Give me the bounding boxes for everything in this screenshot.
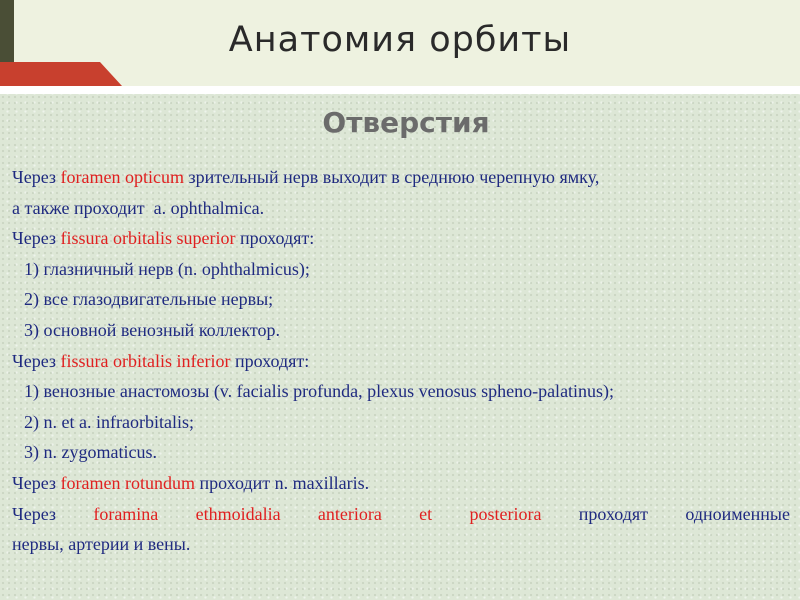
slide-header [0,0,800,86]
latin-term: foramen opticum [60,167,184,187]
latin-term: fissura orbitalis inferior [60,350,231,371]
list-item: 2) n. et a. infraorbitalis; [24,411,194,432]
latin-term: fissura orbitalis superior [60,228,236,249]
text-line: Через foramen opticum зрительный нерв выходит в среднюю черепную ямку, [12,167,600,187]
latin-term: foramina ethmoidalia anteriora et posteriora [93,503,542,524]
body-text [12,162,790,560]
latin-term: foramen rotundum [60,472,195,493]
list-item: 3) n. zygomaticus. [24,442,157,463]
slide-content [0,94,800,600]
list-item: 3) основной венозный коллектор. [24,319,280,340]
text-line: Через foramen rotundum проходит n. maxillaris. [12,472,370,493]
section-subtitle: Отверстия [322,106,490,139]
text-line: Через foramina ethmoidalia anteriora et posteriora проходят одноименные [12,503,790,524]
list-item: 1) глазничный нерв (n. ophthalmicus); [24,258,310,279]
text-line: а также проходит a. ophthalmica. [12,197,265,218]
list-item: 2) все глазодвигательные нервы; [24,289,274,310]
slide-title: Анатомия орбиты [228,20,572,60]
red-accent-tab [0,62,122,86]
list-item: 1) венозные анастомозы (v. facialis profunda, plexus venosus spheno-palatinus); [24,381,615,402]
text-line: нервы, артерии и вены. [12,534,191,555]
text-line: Через fissura orbitalis inferior проходят: [12,350,310,371]
text-line: Через fissura orbitalis superior проходят: [12,228,315,249]
